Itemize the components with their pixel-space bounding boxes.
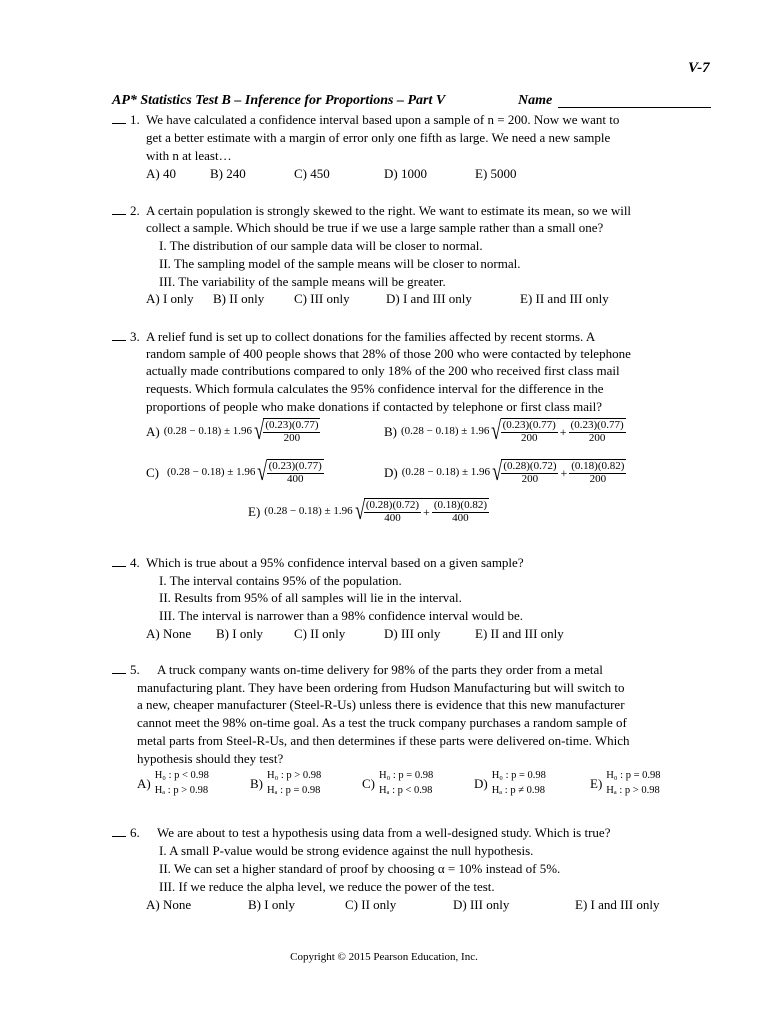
- name-blank-line[interactable]: [558, 107, 711, 108]
- choice-d: D) I and III only: [386, 291, 472, 306]
- choice-e: E) I and III only: [575, 897, 660, 912]
- choice-c: C) III only: [294, 291, 350, 306]
- question-text-line: We are about to test a hypothesis using data from a well-designed study. Which is true?: [157, 825, 611, 840]
- question-text-line: metal parts from Steel-R-Us, and then determines if these parts were delivered on-time. Which: [137, 733, 630, 748]
- statement-ii: II. Results from 95% of all samples will lie in the interval.: [159, 590, 462, 605]
- question-text-line: We have calculated a confidence interval based upon a sample of n = 200. Now we want to: [146, 112, 620, 127]
- question-number: 6.: [130, 825, 140, 840]
- choice-d: D) 1000: [384, 166, 427, 181]
- answer-blank[interactable]: [112, 826, 126, 837]
- choice-a: A) None: [146, 626, 192, 641]
- question-text-line: a new, cheaper manufacturer (Steel-R-Us) unless there is evidence that this new manufacturer: [137, 697, 625, 712]
- choice-e: E) II and III only: [475, 626, 564, 641]
- fraction: $\frac{(0.18)(0.82)}{200}$: [571, 460, 625, 485]
- sqrt-icon: √: [354, 496, 365, 526]
- choice-c: C) 450: [294, 166, 330, 181]
- hypothesis-option-b: B) H₀ : p > 0.98 Hₐ : p = 0.98: [250, 770, 322, 797]
- question-number: 5.: [130, 662, 140, 677]
- question-text-line: random sample of 400 people shows that 28% of those 200 who were contacted by telephone: [146, 346, 631, 361]
- choice-b: B) 240: [210, 166, 246, 181]
- sqrt-icon: √: [492, 457, 503, 487]
- formula-prefix: (0.28 − 0.18) ± 1.96: [401, 465, 491, 478]
- formula-option-d: D) (0.28 − 0.18) ± 1.96 √ $\frac{(0.28)(0.72)}{200}$ + $\frac{(0.18)(0.82)}{200}$: [384, 457, 625, 487]
- choice-b: B) II only: [213, 291, 265, 306]
- answer-blank[interactable]: [112, 204, 126, 215]
- formula-prefix: (0.28 − 0.18) ± 1.96: [167, 465, 256, 478]
- statement-i: I. The distribution of our sample data will be closer to normal.: [159, 238, 483, 253]
- question-text-line: hypothesis should they test?: [137, 751, 284, 766]
- fraction: $\frac{(0.28)(0.72)}{400}$: [365, 499, 420, 524]
- sqrt-icon: √: [491, 416, 502, 446]
- formula-option-c: C) (0.28 − 0.18) ± 1.96 √ $\frac{(0.23)(0.77)}{400}$: [146, 457, 322, 487]
- question-text-line: with n at least…: [146, 148, 232, 163]
- choice-a: A) None: [146, 897, 192, 912]
- hypothesis-option-c: C) H₀ : p = 0.98 Hₐ : p < 0.98: [362, 770, 434, 797]
- choice-e: E) II and III only: [520, 291, 609, 306]
- fraction: $\frac{(0.18)(0.82)}{400}$: [433, 499, 487, 524]
- formula-prefix: (0.28 − 0.18) ± 1.96: [401, 424, 490, 437]
- sqrt-expression: √ $\frac{(0.23)(0.77)}{200}$ + $\frac{(0.23)(0.77)}{200}$: [491, 416, 624, 446]
- fraction: $\frac{(0.23)(0.77)}{200}$: [502, 419, 556, 444]
- statement-iii: III. If we reduce the alpha level, we reduce the power of the test.: [159, 879, 495, 894]
- question-text-line: get a better estimate with a margin of error only one fifth as large. We need a new sample: [146, 130, 611, 145]
- choice-d: D) III only: [384, 626, 441, 641]
- answer-blank[interactable]: [112, 113, 126, 124]
- choice-a: A) I only: [146, 291, 194, 306]
- hypothesis-option-e: E) H₀ : p = 0.98 Hₐ : p > 0.98: [590, 770, 661, 797]
- sqrt-icon: √: [254, 416, 265, 446]
- statement-i: I. The interval contains 95% of the population.: [159, 573, 402, 588]
- question-text-line: Which is true about a 95% confidence interval based on a given sample?: [146, 555, 524, 570]
- formula-prefix: (0.28 − 0.18) ± 1.96: [163, 424, 253, 437]
- answer-blank[interactable]: [112, 556, 126, 567]
- statement-ii: II. The sampling model of the sample means will be closer to normal.: [159, 256, 521, 271]
- statement-iii: III. The interval is narrower than a 98% confidence interval would be.: [159, 608, 523, 623]
- copyright-footer: Copyright © 2015 Pearson Education, Inc.: [290, 951, 478, 963]
- choice-c: C) II only: [345, 897, 397, 912]
- sqrt-expression: [252, 418, 320, 444]
- name-label: Name: [518, 93, 553, 108]
- question-number: 2.: [130, 203, 140, 218]
- question-text-line: cannot meet the 98% on-time goal. As a test the truck company purchases a random sample of: [137, 715, 627, 730]
- choice-b: B) I only: [216, 626, 263, 641]
- answer-blank[interactable]: [112, 663, 126, 674]
- answer-blank[interactable]: [112, 330, 126, 341]
- question-text-line: proportions of people who make donations if contacted by telephone or first class mail?: [146, 399, 602, 414]
- fraction: $\frac{(0.23)(0.77)}{200}$: [570, 419, 624, 444]
- question-text-line: A certain population is strongly skewed to the right. We want to estimate its mean, so we will: [146, 203, 632, 218]
- sqrt-expression: √ $\frac{(0.28)(0.72)}{200}$ + $\frac{(0.18)(0.82)}{200}$: [492, 457, 625, 487]
- hypothesis-option-a: A) H₀ : p < 0.98 Hₐ : p > 0.98: [137, 770, 209, 797]
- statement-ii: II. We can set a higher standard of proof by choosing α = 10% instead of 5%.: [159, 861, 561, 876]
- sqrt-expression: √ $\frac{(0.28)(0.72)}{400}$ + $\frac{(0.18)(0.82)}{400}$: [354, 496, 487, 526]
- fraction: $\frac{(0.23)(0.77)}{400}$: [268, 460, 322, 485]
- sqrt-icon: √: [257, 457, 268, 487]
- choice-b: B) I only: [248, 897, 295, 912]
- fraction: $\frac{(0.28)(0.72)}{200}$: [503, 460, 557, 485]
- fraction: $\frac{(0.23)(0.77)}{200}$: [265, 419, 319, 444]
- choice-c: C) II only: [294, 626, 346, 641]
- question-text-line: A truck company wants on-time delivery for 98% of the parts they order from a metal: [157, 662, 603, 677]
- statement-i: I. A small P-value would be strong evidence against the null hypothesis.: [159, 843, 534, 858]
- question-text-line: manufacturing plant. They have been ordering from Hudson Manufacturing but will switch to: [137, 680, 625, 695]
- question-number: 3.: [130, 329, 140, 344]
- test-title: AP* Statistics Test B – Inference for Proportions – Part V: [112, 93, 446, 108]
- formula-option-b: B) (0.28 − 0.18) ± 1.96 √ $\frac{(0.23)(0.77)}{200}$ + $\frac{(0.23)(0.77)}{200}$: [384, 416, 624, 446]
- formula-prefix: (0.28 − 0.18) ± 1.96: [264, 504, 353, 517]
- choice-d: D) III only: [453, 897, 510, 912]
- question-number: 1.: [130, 112, 140, 127]
- question-text-line: collect a sample. Which should be true if we use a large sample rather than a small one?: [146, 220, 604, 235]
- question-text-line: actually made contributions compared to only 18% of the 200 who received first class mail: [146, 363, 620, 378]
- sqrt-expression: [255, 459, 323, 485]
- choice-a: A) 40: [146, 166, 176, 181]
- formula-option-a: A) (0.28 − 0.18) ± 1.96 √ $\frac{(0.23)(0.77)}{200}$: [146, 416, 319, 446]
- question-text-line: requests. Which formula calculates the 95% confidence interval for the difference in the: [146, 381, 604, 396]
- statement-iii: III. The variability of the sample means will be greater.: [159, 274, 446, 289]
- question-text-line: A relief fund is set up to collect donations for the families affected by recent storms. A: [146, 329, 596, 344]
- page-label: V-7: [688, 60, 710, 76]
- formula-option-e: E) (0.28 − 0.18) ± 1.96 √ $\frac{(0.28)(0.72)}{400}$ + $\frac{(0.18)(0.82)}{400}$: [248, 496, 487, 526]
- hypothesis-option-d: D) H₀ : p = 0.98 Hₐ : p ≠ 0.98: [474, 770, 546, 797]
- question-number: 4.: [130, 555, 140, 570]
- choice-e: E) 5000: [475, 166, 517, 181]
